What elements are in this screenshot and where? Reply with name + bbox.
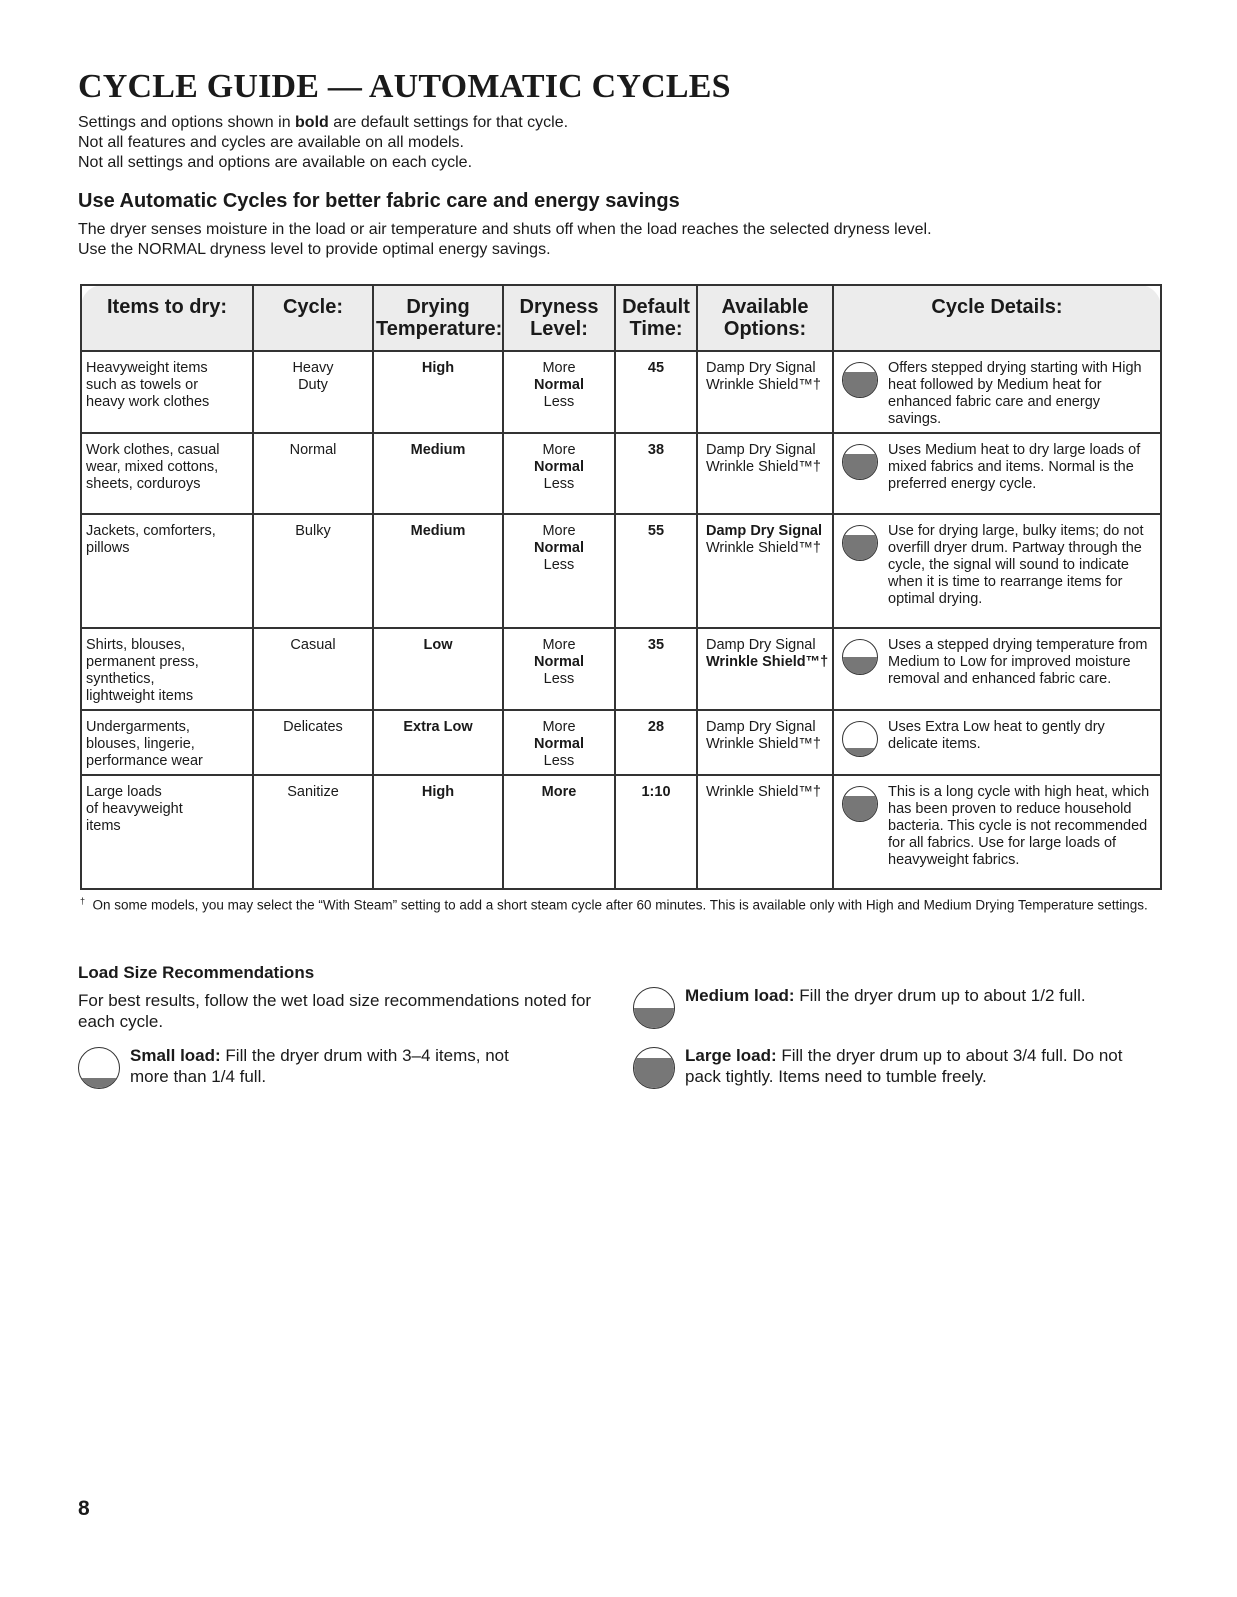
items-cell: Large loads of heavyweight items [81, 775, 253, 889]
options-cell: Wrinkle Shield™† [697, 775, 833, 889]
header-cycle: Cycle: [253, 285, 373, 351]
table-row [81, 710, 1161, 775]
details-cell: Offers stepped drying starting with High heat followed by Medium heat for enhanced fabric care and energy savings. [833, 351, 1161, 433]
details-cell: Use for drying large, bulky items; do not overfill dryer drum. Partway through the cycle, the signal will sound to indicate when it is time to rearrange items for optimal drying. [833, 514, 1161, 628]
items-cell: Heavyweight items such as towels or heavy work clothes [81, 351, 253, 433]
time-cell: 35 [615, 628, 697, 710]
cycle-cell: Casual [253, 628, 373, 710]
intro-text [78, 113, 568, 173]
cycle-cell: Bulky [253, 514, 373, 628]
dryness-cell: More Normal Less [503, 433, 615, 514]
load-size-icon [842, 721, 878, 757]
large-load-item: Large load: Fill the dryer drum up to about 3/4 full. Do not pack tightly. Items need to tumble freely. [633, 1045, 1133, 1089]
table-header-row [81, 285, 1161, 351]
load-size-icon [842, 786, 878, 822]
load-size-icon [842, 444, 878, 480]
intro-line-2: Not all features and cycles are available on all models. [78, 134, 464, 151]
cycle-cell: Heavy Duty [253, 351, 373, 433]
dryness-cell: More [503, 775, 615, 889]
page-number: 8 [78, 1497, 90, 1520]
details-cell: Uses Medium heat to dry large loads of mixed fabrics and items. Normal is the preferred energy cycle. [833, 433, 1161, 514]
load-size-heading: Load Size Recommendations [78, 963, 315, 982]
intro-line-3: Not all settings and options are available on each cycle. [78, 154, 473, 171]
load-size-paragraph: For best results, follow the wet load size recommendations noted for each cycle. [78, 991, 592, 1031]
header-cycle-details: Cycle Details: [833, 285, 1161, 351]
details-cell: Uses a stepped drying temperature from Medium to Low for improved moisture removal and enhanced fabric care. [833, 628, 1161, 710]
time-cell: 38 [615, 433, 697, 514]
options-cell: Damp Dry Signal Wrinkle Shield™† [697, 710, 833, 775]
page-title: CYCLE GUIDE — AUTOMATIC CYCLES [78, 68, 731, 105]
items-cell: Work clothes, casual wear, mixed cottons, sheets, corduroys [81, 433, 253, 514]
options-cell: Damp Dry Signal Wrinkle Shield™† [697, 433, 833, 514]
table-row [81, 775, 1161, 889]
items-cell: Undergarments, blouses, lingerie, performance wear [81, 710, 253, 775]
table-row [81, 351, 1161, 433]
dryness-cell: More Normal Less [503, 710, 615, 775]
dryness-cell: More Normal Less [503, 351, 615, 433]
intro-line-1: Settings and options shown in bold are default settings for that cycle. [78, 114, 569, 131]
table-row [81, 628, 1161, 710]
details-cell: Uses Extra Low heat to gently dry delicate items. [833, 710, 1161, 775]
temperature-cell: Extra Low [373, 710, 503, 775]
cycle-guide-table [80, 284, 1162, 890]
description-line-1: The dryer senses moisture in the load or air temperature and shuts off when the load reaches the selected dryness level. [78, 221, 932, 238]
description-line-2: Use the NORMAL dryness level to provide optimal energy savings. [78, 241, 551, 258]
header-available-options: Available Options: [697, 285, 833, 351]
dryness-cell: More Normal Less [503, 514, 615, 628]
temperature-cell: High [373, 351, 503, 433]
header-dryness-level: Dryness Level: [503, 285, 615, 351]
footnote-text: On some models, you may select the “With Steam” setting to add a short steam cycle after 60 minutes. This is available only with High and Medium Drying Temperature settings. [92, 897, 1148, 913]
table-row [81, 514, 1161, 628]
section-heading: Use Automatic Cycles for better fabric care and energy savings [78, 190, 680, 212]
dryness-cell: More Normal Less [503, 628, 615, 710]
medium-load-icon [633, 987, 675, 1029]
temperature-cell: Medium [373, 514, 503, 628]
options-cell: Damp Dry Signal Wrinkle Shield™† [697, 514, 833, 628]
options-cell: Damp Dry Signal Wrinkle Shield™† [697, 628, 833, 710]
items-cell: Jackets, comforters, pillows [81, 514, 253, 628]
load-size-icon [842, 525, 878, 561]
time-cell: 45 [615, 351, 697, 433]
table-row [81, 433, 1161, 514]
options-cell: Damp Dry Signal Wrinkle Shield™† [697, 351, 833, 433]
header-items: Items to dry: [81, 285, 253, 351]
load-size-icon [842, 639, 878, 675]
section-description [78, 220, 932, 260]
details-cell: This is a long cycle with high heat, which has been proven to reduce household bacteria. This cycle is not recommended for all fabrics. Use for large loads of heavyweight fabrics. [833, 775, 1161, 889]
medium-load-item: Medium load: Fill the dryer drum up to about 1/2 full. [633, 985, 1133, 1029]
large-load-icon [633, 1047, 675, 1089]
small-load-item: Small load: Fill the dryer drum with 3–4 items, not more than 1/4 full. [78, 1045, 548, 1089]
temperature-cell: Medium [373, 433, 503, 514]
cycle-cell: Normal [253, 433, 373, 514]
time-cell: 28 [615, 710, 697, 775]
time-cell: 55 [615, 514, 697, 628]
items-cell: Shirts, blouses, permanent press, synthetics, lightweight items [81, 628, 253, 710]
small-load-icon [78, 1047, 120, 1089]
cycle-cell: Sanitize [253, 775, 373, 889]
footnote [80, 893, 1150, 914]
cycle-cell: Delicates [253, 710, 373, 775]
header-default-time: Default Time: [615, 285, 697, 351]
time-cell: 1:10 [615, 775, 697, 889]
temperature-cell: Low [373, 628, 503, 710]
footnote-mark: † [80, 896, 86, 906]
header-drying-temperature: Drying Temperature: [373, 285, 503, 351]
temperature-cell: High [373, 775, 503, 889]
load-size-icon [842, 362, 878, 398]
